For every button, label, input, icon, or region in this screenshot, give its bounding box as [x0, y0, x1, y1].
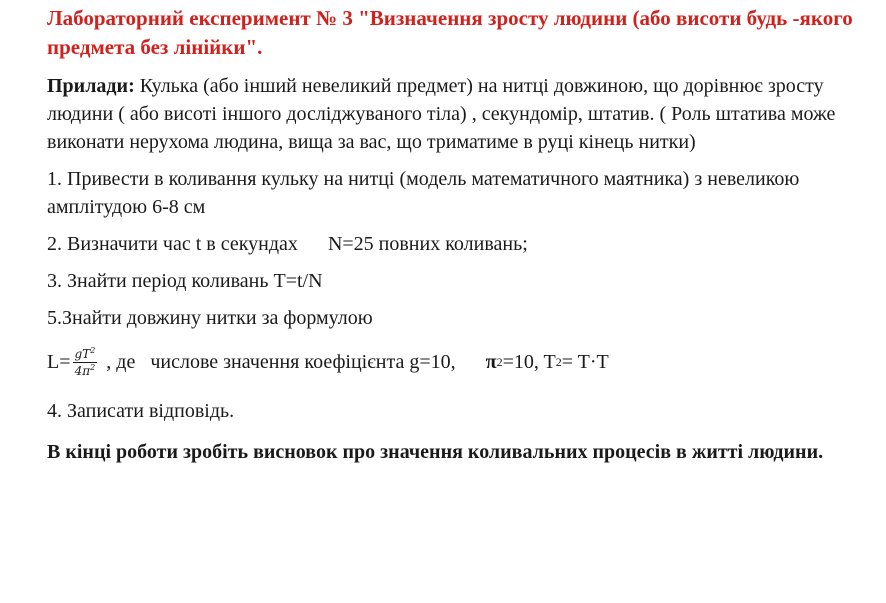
step-2-text: 2. Визначити час t в секундах: [47, 233, 298, 255]
formula-fraction: [73, 347, 98, 378]
numerator-exponent: 2: [90, 345, 96, 355]
formula-lhs: L=: [47, 351, 71, 373]
step-5: 5.Знайти довжину нитки за формулою: [47, 307, 373, 329]
equipment-text: Кулька (або інший невеликий предмет) на нитці довжиною, що дорівнює зросту людини ( або висоті іншого досліджуваного тіла) , секундомір, штатив. ( Роль штатива може виконати нерухома людина, вища за вас, що триматиме в руці кінець нитки): [47, 75, 836, 153]
formula-denominator: [75, 363, 96, 378]
formula-row: L= $\frac{gT^2}{4\pi^2}$ , де числове значення коефіцієнта g=10, π 2 =10, T 2 = T·T: [47, 345, 609, 378]
document-title: Лабораторний експеримент № 3 "Визначення зросту людини (або висоти будь -якого предмета без лінійки".: [47, 6, 853, 59]
document-page: [47, 4, 867, 467]
step-4: 4. Записати відповідь.: [47, 400, 235, 422]
step-1: 1. Привести в коливання кульку на нитці (модель математичного маятника) з невеликою амплітудою 6-8 см: [47, 168, 800, 218]
pi-value: =10, T: [502, 351, 556, 373]
pi-symbol: π: [485, 351, 497, 373]
conclusion-text: В кінці роботи зробіть висновок про значення коливальних процесів в житті людини.: [47, 441, 824, 463]
step-2-count: N=25 повних коливань;: [327, 233, 528, 255]
t-value: = T·T: [561, 351, 609, 373]
step-3: 3. Знайти період коливань T=t/N: [47, 270, 323, 292]
formula-explanation: , де числове значення коефіцієнта g=10,: [101, 351, 456, 373]
equipment-paragraph: [47, 72, 867, 156]
denominator-text: 4π: [74, 363, 91, 378]
equipment-label: Прилади:: [47, 75, 135, 97]
denominator-exponent: 2: [90, 362, 96, 372]
numerator-text: gT: [74, 346, 91, 361]
formula-numerator: [73, 347, 98, 363]
step-2: [47, 230, 867, 258]
